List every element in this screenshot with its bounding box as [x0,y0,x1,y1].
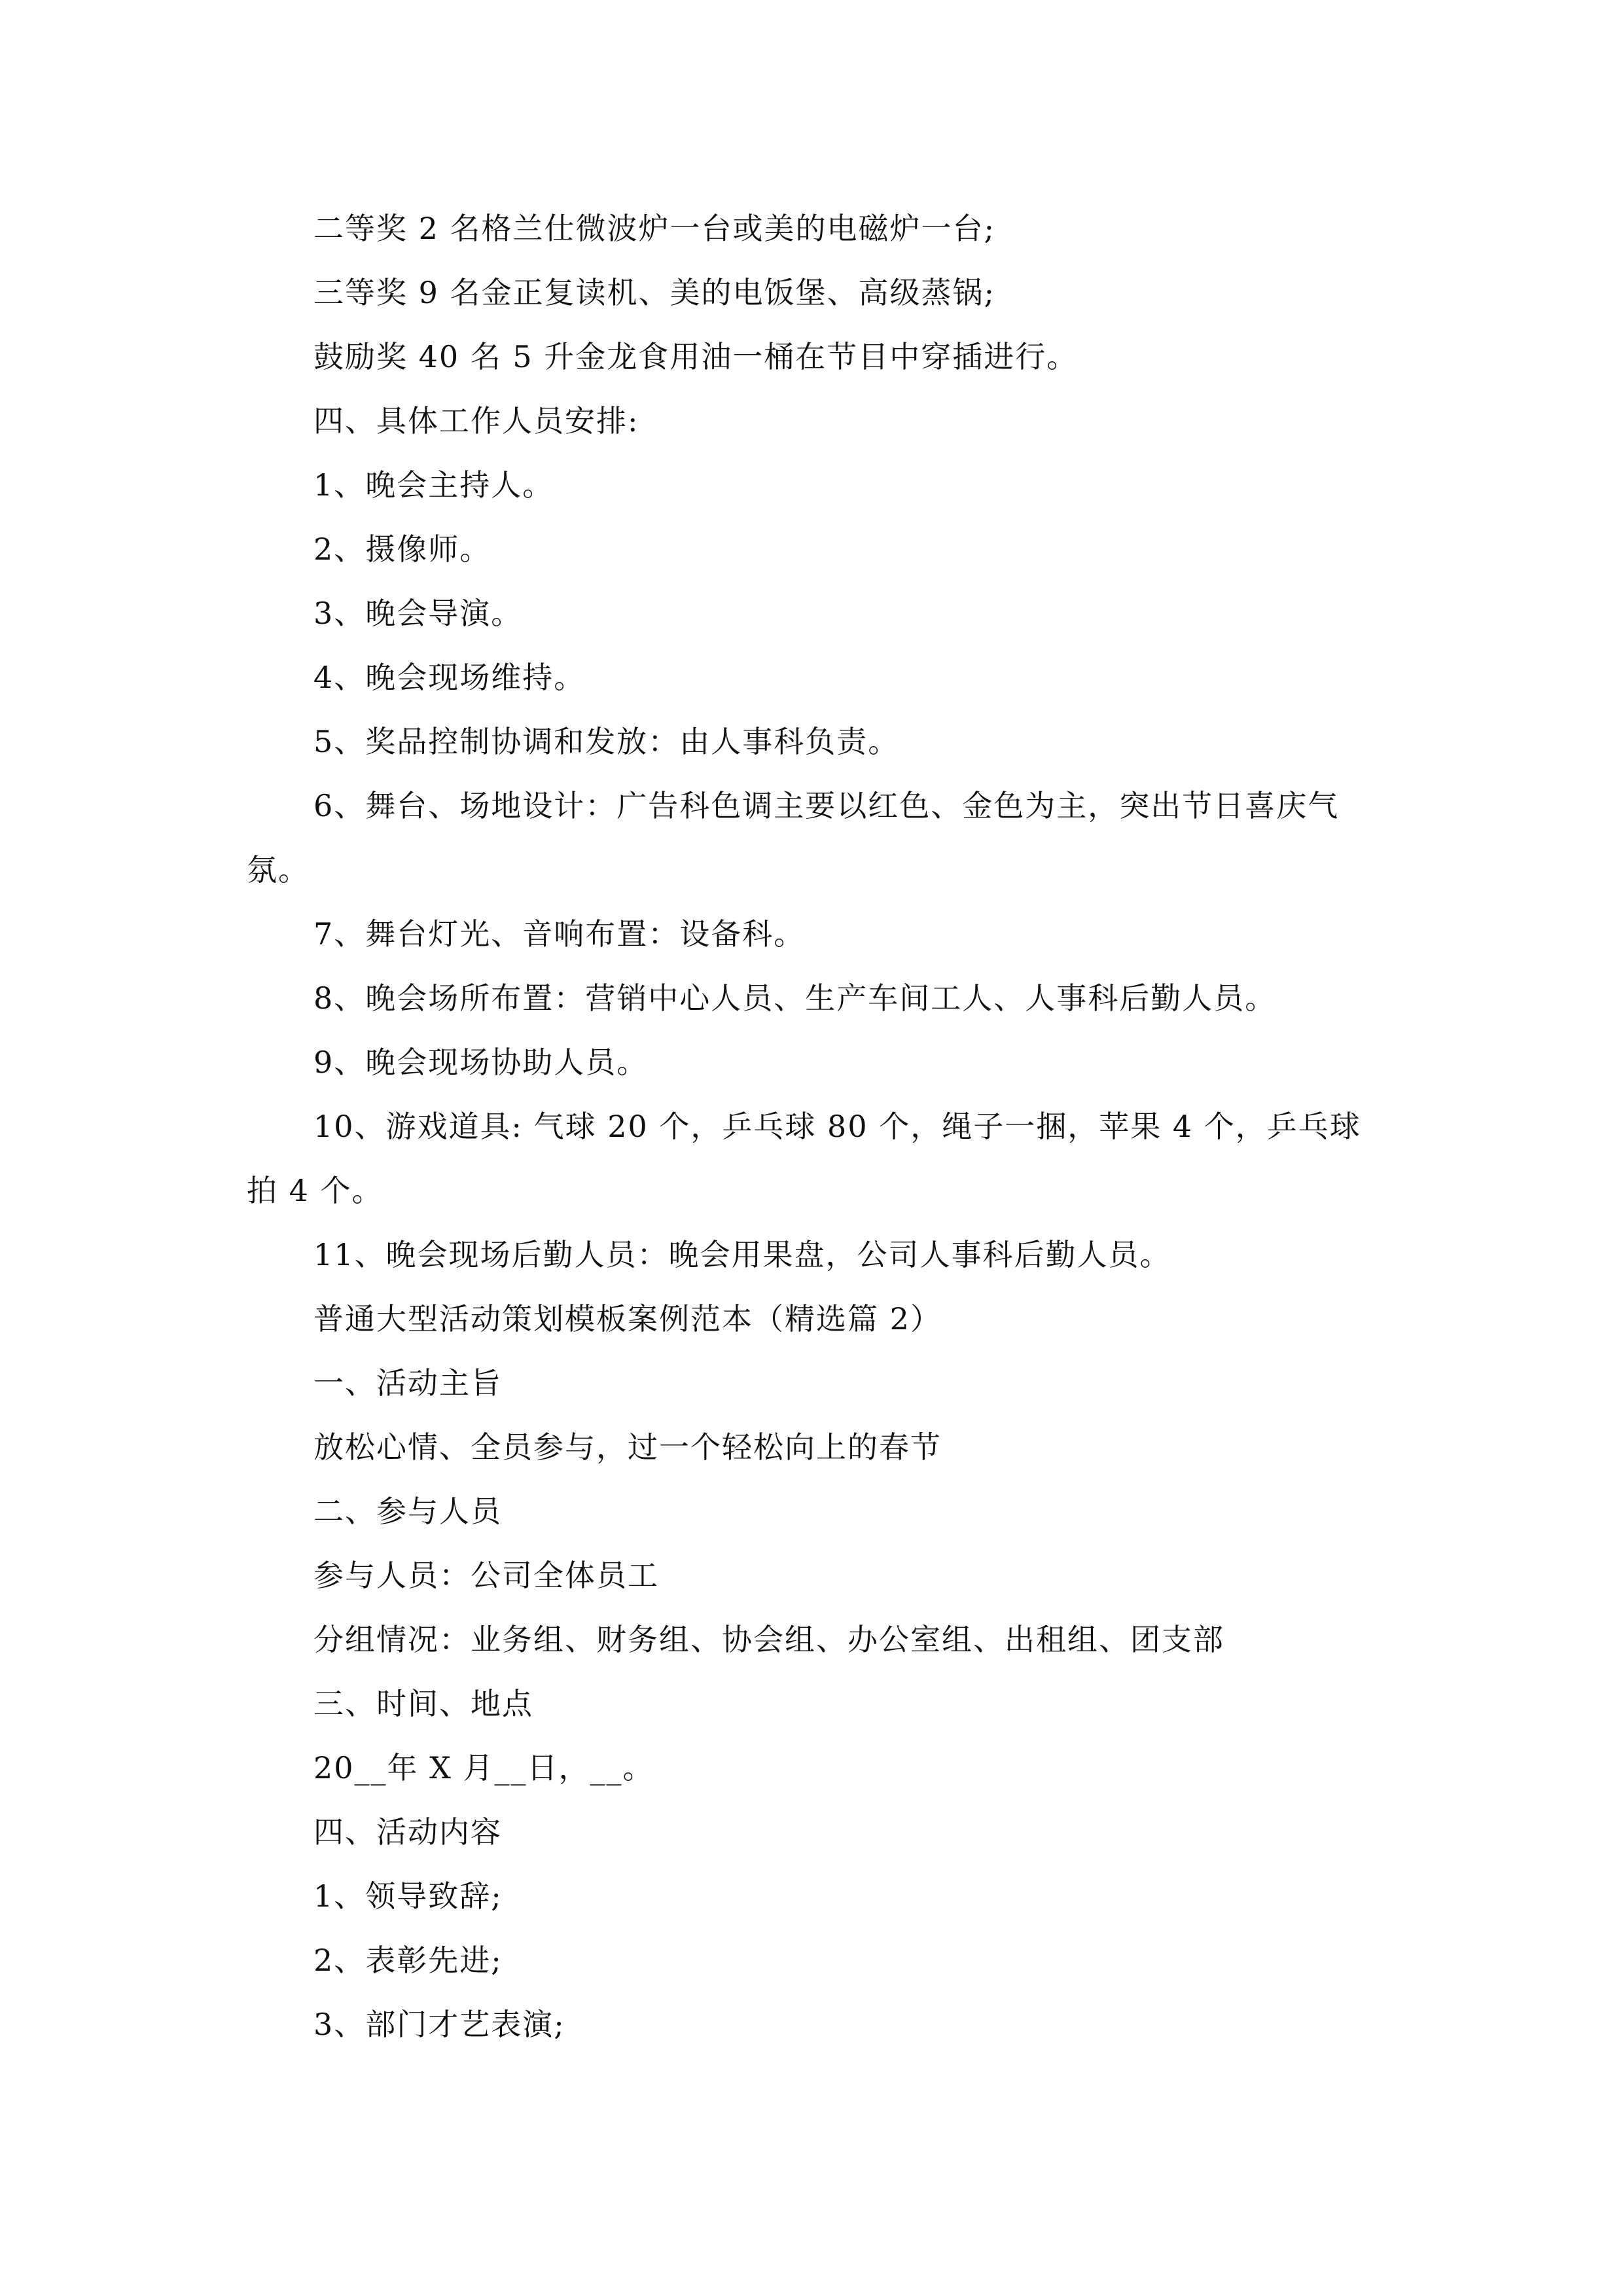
paragraph-encouragement-prize: 鼓励奖 40 名 5 升金龙食用油一桶在节目中穿插进行。 [313,339,1079,374]
list-item-venue: 8、晚会场所布置：营销中心人员、生产车间工人、人事科后勤人员。 [313,980,1277,1016]
list-item-director: 3、晚会导演。 [313,596,523,631]
paragraph-participants: 参与人员：公司全体员工 [313,1558,659,1593]
list-item-logistics: 11、晚会现场后勤人员：晚会用果盘，公司人事科后勤人员。 [313,1237,1171,1272]
paragraph-third-prize: 三等奖 9 名金正复读机、美的电饭堡、高级蒸锅; [313,275,996,310]
section-heading-time-place: 三、时间、地点 [313,1686,533,1721]
list-item-camera: 2、摄像师。 [313,531,491,567]
paragraph-groups: 分组情况：业务组、财务组、协会组、办公室组、出租组、团支部 [313,1622,1224,1657]
section-title-chapter-2: 普通大型活动策划模板案例范本（精选篇 2） [313,1301,942,1336]
list-item-assistants: 9、晚会现场协助人员。 [313,1045,649,1080]
list-item-lighting: 7、舞台灯光、音响布置：设备科。 [313,916,806,952]
paragraph-purpose: 放松心情、全员参与，过一个轻松向上的春节 [313,1429,942,1465]
list-item-speech: 1、领导致辞; [313,1878,503,1914]
section-heading-staff: 四、具体工作人员安排: [313,403,639,439]
section-heading-content: 四、活动内容 [313,1814,502,1850]
list-item-host: 1、晚会主持人。 [313,467,554,503]
list-item-awards: 2、表彰先进; [313,1943,503,1978]
paragraph-second-prize: 二等奖 2 名格兰仕微波炉一台或美的电磁炉一台; [313,211,996,246]
paragraph-date: 20__年 X 月__日，__。 [313,1750,654,1785]
section-heading-purpose: 一、活动主旨 [313,1365,502,1401]
list-item-stage-design: 6、舞台、场地设计：广告科色调主要以红色、金色为主，突出节日喜庆气氛。 [247,788,1340,888]
list-item-order: 4、晚会现场维持。 [313,660,586,695]
list-item-props: 10、游戏道具: 气球 20 个，乒乓球 80 个，绳子一捆，苹果 4 个，乒乓球拍 4 个。 [247,1109,1361,1208]
document-body [247,196,1385,2056]
list-item-prizes: 5、奖品控制协调和发放：由人事科负责。 [313,724,900,759]
list-item-performance: 3、部门才艺表演; [313,2007,565,2042]
section-heading-participants: 二、参与人员 [313,1494,502,1529]
